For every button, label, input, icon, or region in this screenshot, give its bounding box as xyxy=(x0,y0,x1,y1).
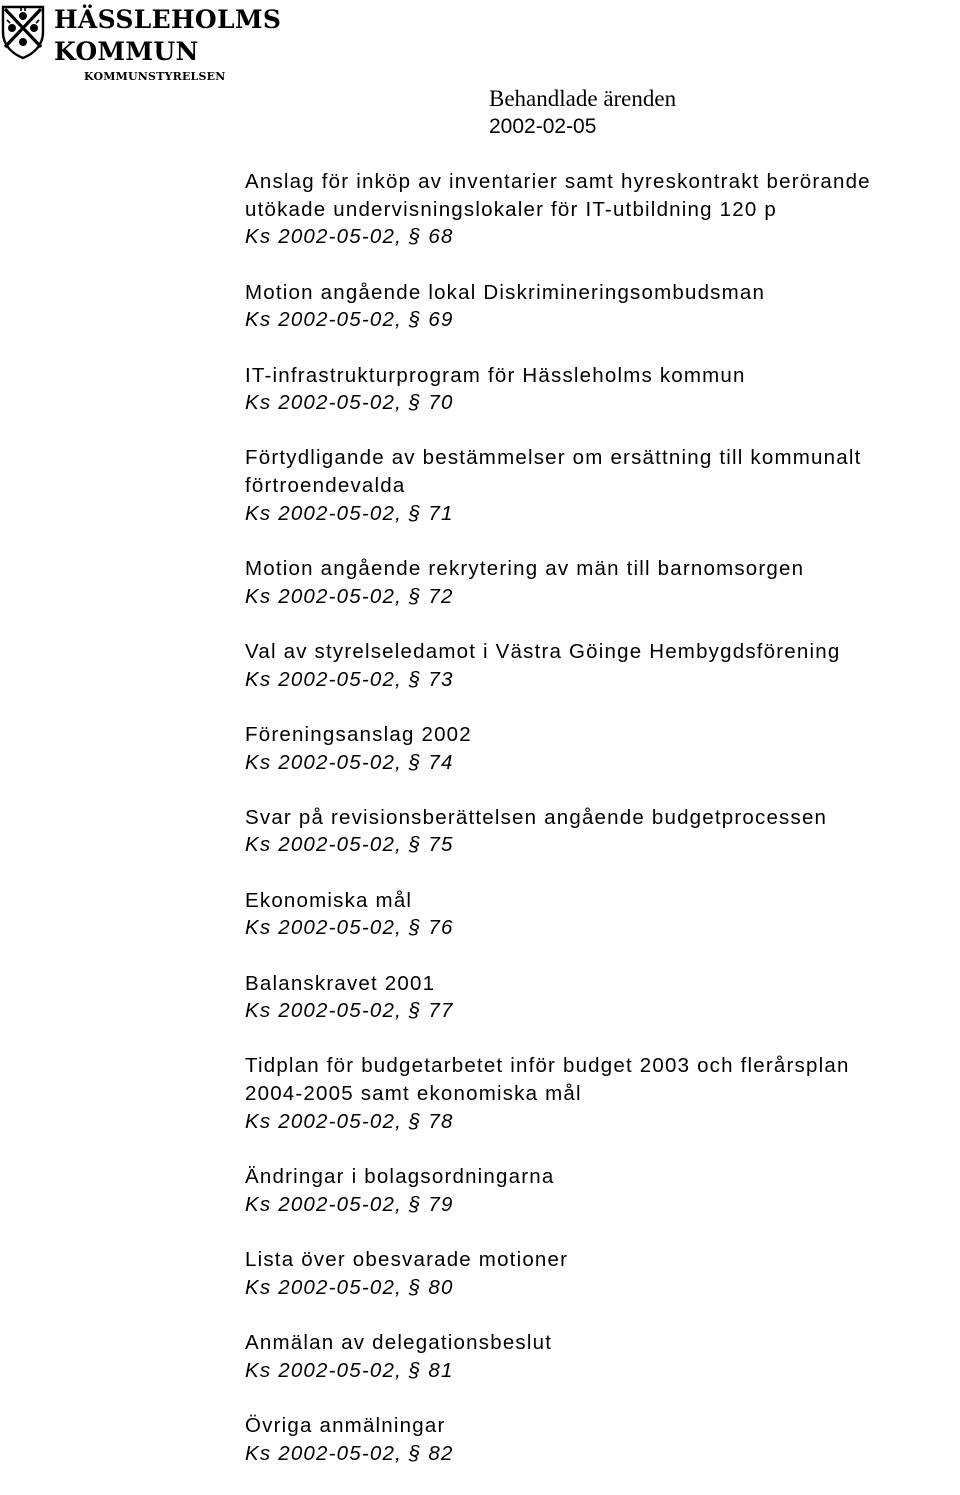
case-reference: Ks 2002-05-02, § 82 xyxy=(245,1441,454,1465)
organization-department: KOMMUNSTYRELSEN xyxy=(84,70,226,83)
case-title: Ändringar i bolagsordningarna xyxy=(245,1165,555,1189)
organization-name: HÄSSLEHOLMS xyxy=(54,5,282,34)
document-date: 2002-02-05 xyxy=(489,115,597,138)
case-reference: Ks 2002-05-02, § 78 xyxy=(245,1109,454,1133)
case-reference: Ks 2002-05-02, § 69 xyxy=(245,308,454,332)
case-item xyxy=(245,1246,957,1301)
case-title: IT-infrastrukturprogram för Hässleholms kommun xyxy=(245,363,746,387)
case-reference: Ks 2002-05-02, § 74 xyxy=(245,750,454,774)
letterhead xyxy=(0,0,282,90)
case-title: Val av styrelseledamot i Västra Göinge Hembygdsförening xyxy=(245,639,841,663)
case-item xyxy=(245,444,957,527)
case-item xyxy=(245,970,957,1025)
case-reference: Ks 2002-05-02, § 80 xyxy=(245,1275,454,1299)
case-reference: Ks 2002-05-02, § 81 xyxy=(245,1358,454,1382)
case-title: Förtydligande av bestämmelser om ersättning till kommunalt förtroendevalda xyxy=(245,446,862,498)
case-title: Ekonomiska mål xyxy=(245,888,413,912)
case-title: Motion angående lokal Diskrimineringsombudsman xyxy=(245,280,766,304)
case-item xyxy=(245,887,957,942)
case-title: Motion angående rekrytering av män till barnomsorgen xyxy=(245,557,805,581)
case-list xyxy=(245,168,957,1495)
organization-type: KOMMUN xyxy=(54,37,199,66)
document-title: Behandlade ärenden xyxy=(489,86,677,111)
case-item xyxy=(245,1052,957,1135)
case-reference: Ks 2002-05-02, § 72 xyxy=(245,584,454,608)
case-reference: Ks 2002-05-02, § 70 xyxy=(245,391,454,415)
case-title: Svar på revisionsberättelsen angående budgetprocessen xyxy=(245,805,828,829)
case-item xyxy=(245,638,957,693)
case-reference: Ks 2002-05-02, § 68 xyxy=(245,225,454,249)
case-item xyxy=(245,168,957,251)
case-item xyxy=(245,721,957,776)
case-reference: Ks 2002-05-02, § 76 xyxy=(245,916,454,940)
case-item xyxy=(245,362,957,417)
case-title: Anmälan av delegationsbeslut xyxy=(245,1330,553,1354)
case-title: Lista över obesvarade motioner xyxy=(245,1247,569,1271)
case-item xyxy=(245,555,957,610)
case-reference: Ks 2002-05-02, § 75 xyxy=(245,833,454,857)
case-item xyxy=(245,279,957,334)
case-reference: Ks 2002-05-02, § 71 xyxy=(245,501,454,525)
case-title: Föreningsanslag 2002 xyxy=(245,722,472,746)
municipal-coat-of-arms-icon xyxy=(0,4,46,60)
case-reference: Ks 2002-05-02, § 79 xyxy=(245,1192,454,1216)
case-title: Tidplan för budgetarbetet inför budget 2003 och flerårsplan 2004-2005 samt ekonomiska mål xyxy=(245,1054,850,1106)
case-item xyxy=(245,804,957,859)
case-item xyxy=(245,1329,957,1384)
case-title: Övriga anmälningar xyxy=(245,1413,446,1437)
case-reference: Ks 2002-05-02, § 77 xyxy=(245,999,454,1023)
case-reference: Ks 2002-05-02, § 73 xyxy=(245,667,454,691)
case-item xyxy=(245,1412,957,1467)
case-title: Anslag för inköp av inventarier samt hyreskontrakt berörande utökade undervisningslokaler för IT-utbildning 120 p xyxy=(245,170,871,221)
case-title: Balanskravet 2001 xyxy=(245,971,436,995)
case-item xyxy=(245,1163,957,1218)
